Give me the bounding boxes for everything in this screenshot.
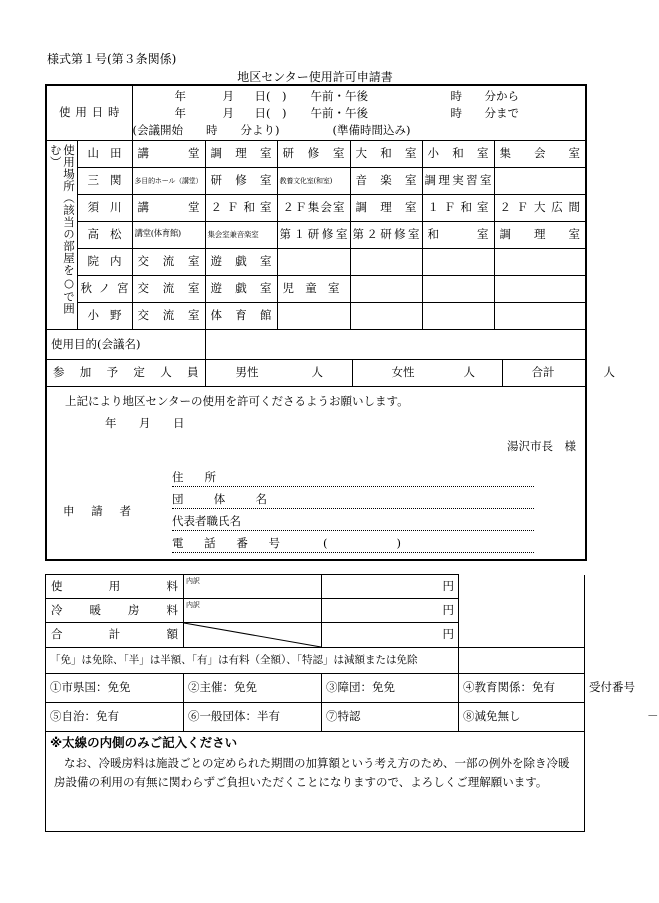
- room-option: [494, 303, 586, 330]
- category-cell: ⑧減免無し －: [459, 703, 585, 732]
- room-option[interactable]: 研修室: [277, 141, 350, 168]
- category-cell: ①市県国：免免: [46, 674, 184, 703]
- fee-amount: 円: [322, 599, 459, 623]
- room-option[interactable]: ２Ｆ集会室: [277, 195, 350, 222]
- center-name: 三関: [77, 168, 132, 195]
- room-option[interactable]: １Ｆ和室: [422, 195, 494, 222]
- room-option[interactable]: 調理実習室: [422, 168, 494, 195]
- addressee: 湯沢市長 様: [507, 439, 576, 453]
- room-option: [277, 249, 350, 276]
- room-option[interactable]: 調理室: [350, 195, 422, 222]
- room-option[interactable]: 集会室: [494, 141, 586, 168]
- usage-datetime-field[interactable]: 年 月 日( ) 午前・午後 時 分から 年 月 日( ) 午前・午後 時 分まで (会議開始 時 分より) (準備時間込み): [132, 85, 586, 141]
- room-option[interactable]: 遊戯室: [205, 276, 277, 303]
- office-use-table: [45, 574, 659, 832]
- fee-label: 冷暖房料: [46, 599, 184, 623]
- usage-place-label: 使用場所（該当の部屋を○で囲む）: [46, 141, 77, 330]
- center-name: 山田: [77, 141, 132, 168]
- room-option[interactable]: 大和室: [350, 141, 422, 168]
- note-line-2: 房設備の利用の有無に関わらずご負担いただくことになりますので、よろしくご理解願います。: [54, 774, 548, 789]
- form-number: 様式第１号(第３条関係): [47, 52, 177, 66]
- center-name: 小野: [77, 303, 132, 330]
- category-cell: ②主催：免免: [184, 674, 322, 703]
- room-option[interactable]: ２Ｆ大広間: [494, 195, 586, 222]
- room-option: [422, 276, 494, 303]
- room-option: [350, 249, 422, 276]
- room-option: [350, 303, 422, 330]
- center-row: [46, 168, 586, 195]
- fee-amount: 円: [322, 575, 459, 599]
- fee-amount: 円: [322, 623, 459, 648]
- diagonal-slash: [184, 623, 321, 647]
- room-option[interactable]: 講堂: [132, 195, 205, 222]
- room-option[interactable]: 交流室: [132, 249, 205, 276]
- center-name: 須川: [77, 195, 132, 222]
- room-option: [494, 276, 586, 303]
- category-cell: ⑤自治：免有: [46, 703, 184, 732]
- room-option[interactable]: [494, 168, 586, 195]
- fee-label: 合計額: [46, 623, 184, 648]
- category-cell: ⑦特認: [322, 703, 459, 732]
- room-option[interactable]: ２Ｆ和室: [205, 195, 277, 222]
- room-option: [422, 249, 494, 276]
- page-title: 地区センター使用許可申請書: [237, 70, 393, 84]
- request-block: 上記により地区センターの使用を許可くださるようお願いします。 年 月 日 湯沢市長 様 申請者 住所 団体名 代表者職氏名 電話番号 ( ): [46, 387, 586, 561]
- purpose-label: 使用目的(会議名): [46, 330, 205, 360]
- room-option[interactable]: 第２研修室: [350, 222, 422, 249]
- room-option[interactable]: 遊戯室: [205, 249, 277, 276]
- room-option[interactable]: 交流室: [132, 276, 205, 303]
- center-name: 秋ノ宮: [77, 276, 132, 303]
- usage-datetime-label: 使用日時: [46, 85, 132, 141]
- center-row: [46, 276, 586, 303]
- room-option[interactable]: 多目的ホール（講堂）: [132, 168, 205, 195]
- attendees-field[interactable]: 男性 人 女性 人 合計 人: [205, 360, 586, 387]
- applicant-label: 申請者: [63, 504, 131, 518]
- room-option[interactable]: 音楽室: [350, 168, 422, 195]
- notes-block: [46, 732, 585, 832]
- room-option[interactable]: 教養文化室(和室): [277, 168, 350, 195]
- room-option[interactable]: 第１研修室: [277, 222, 350, 249]
- fee-breakdown: 内訳: [184, 599, 322, 623]
- category-cell: ③障団：免免: [322, 674, 459, 703]
- receipt-label: 受付番号: [589, 680, 635, 694]
- room-option[interactable]: 交流室: [132, 303, 205, 330]
- fee-label: 使用料: [46, 575, 184, 599]
- room-option: [422, 303, 494, 330]
- room-option[interactable]: 講堂: [132, 141, 205, 168]
- fee-breakdown: [184, 623, 322, 648]
- note-heading: ※太線の内側のみご記入ください: [50, 735, 238, 750]
- center-row: [46, 222, 586, 249]
- room-option[interactable]: 児童室: [277, 276, 350, 303]
- room-option[interactable]: 小和室: [422, 141, 494, 168]
- purpose-input[interactable]: [205, 330, 586, 360]
- attendees-label: 参加予定人員: [46, 360, 205, 387]
- center-name: 高松: [77, 222, 132, 249]
- center-row: [46, 141, 586, 168]
- fee-legend: 「免」は免除、「半」は半額、「有」は有料（全額）、「特認」は減額または免除: [46, 648, 459, 674]
- room-option: [350, 276, 422, 303]
- room-option[interactable]: 研修室: [205, 168, 277, 195]
- room-option[interactable]: 調理室: [494, 222, 586, 249]
- room-option[interactable]: 集会室兼音楽室: [205, 222, 277, 249]
- room-option[interactable]: 講堂(体育館): [132, 222, 205, 249]
- room-option[interactable]: 調理室: [205, 141, 277, 168]
- center-row: [46, 249, 586, 276]
- fee-breakdown: 内訳: [184, 575, 322, 599]
- note-line-1: なお、冷暖房料は施設ごとの定められた期間の加算額という考え方のため、一部の例外を除き冷暖: [64, 756, 570, 771]
- request-text: 上記により地区センターの使用を許可くださるようお願いします。: [65, 394, 409, 408]
- category-cell: ⑥一般団体：半有: [184, 703, 322, 732]
- room-option[interactable]: 体育館: [205, 303, 277, 330]
- category-cell: ④教育関係：免有 受付番号: [459, 674, 585, 703]
- room-option[interactable]: 和室: [422, 222, 494, 249]
- room-option: [494, 249, 586, 276]
- receipt-number: －: [647, 709, 659, 723]
- application-table: [45, 84, 615, 561]
- center-row: [46, 195, 586, 222]
- center-name: 院内: [77, 249, 132, 276]
- room-option: [277, 303, 350, 330]
- center-row: [46, 303, 586, 330]
